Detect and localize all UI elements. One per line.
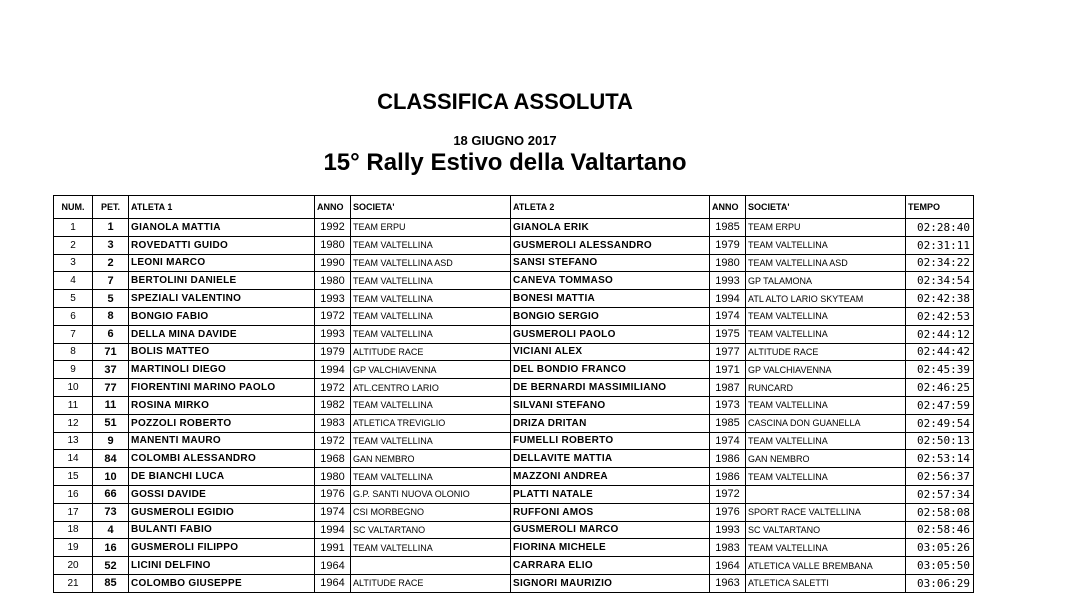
rank-cell: 16 bbox=[54, 485, 93, 503]
club2-cell: RUNCARD bbox=[746, 379, 906, 397]
bib-cell: 85 bbox=[93, 574, 129, 592]
club1-cell: TEAM VALTELLINA bbox=[351, 468, 511, 486]
year2-cell: 1993 bbox=[710, 521, 746, 539]
year2-cell: 1975 bbox=[710, 325, 746, 343]
table-row bbox=[54, 539, 974, 557]
athlete1-cell: COLOMBI ALESSANDRO bbox=[129, 450, 315, 468]
athlete2-cell: FIORINA MICHELE bbox=[511, 539, 710, 557]
year2-cell: 1985 bbox=[710, 219, 746, 237]
club1-cell: TEAM VALTELLINA bbox=[351, 307, 511, 325]
bib-cell: 8 bbox=[93, 307, 129, 325]
time-cell: 03:05:26 bbox=[906, 539, 974, 557]
year2-cell: 1987 bbox=[710, 379, 746, 397]
club1-cell: CSI MORBEGNO bbox=[351, 503, 511, 521]
table-row bbox=[54, 450, 974, 468]
club2-cell: CASCINA DON GUANELLA bbox=[746, 414, 906, 432]
rank-cell: 9 bbox=[54, 361, 93, 379]
club1-cell: GP VALCHIAVENNA bbox=[351, 361, 511, 379]
athlete1-cell: DE BIANCHI LUCA bbox=[129, 468, 315, 486]
time-cell: 02:46:25 bbox=[906, 379, 974, 397]
page-title: CLASSIFICA ASSOLUTA bbox=[377, 89, 633, 114]
year1-cell: 1991 bbox=[315, 539, 351, 557]
year1-cell: 1972 bbox=[315, 432, 351, 450]
time-cell: 02:47:59 bbox=[906, 396, 974, 414]
table-row bbox=[54, 557, 974, 575]
col-header-athlete2: ATLETA 2 bbox=[511, 196, 710, 219]
year1-cell: 1994 bbox=[315, 521, 351, 539]
time-cell: 02:44:12 bbox=[906, 325, 974, 343]
club2-cell: SC VALTARTANO bbox=[746, 521, 906, 539]
col-header-year2: ANNO bbox=[710, 196, 746, 219]
club1-cell: ALTITUDE RACE bbox=[351, 574, 511, 592]
table-row bbox=[54, 414, 974, 432]
year2-cell: 1963 bbox=[710, 574, 746, 592]
time-cell: 02:56:37 bbox=[906, 468, 974, 486]
year1-cell: 1990 bbox=[315, 254, 351, 272]
athlete1-cell: BONGIO FABIO bbox=[129, 307, 315, 325]
time-cell: 02:44:42 bbox=[906, 343, 974, 361]
bib-cell: 5 bbox=[93, 290, 129, 308]
bib-cell: 77 bbox=[93, 379, 129, 397]
rank-cell: 2 bbox=[54, 236, 93, 254]
table-row bbox=[54, 219, 974, 237]
year1-cell: 1974 bbox=[315, 503, 351, 521]
bib-cell: 11 bbox=[93, 396, 129, 414]
table-row bbox=[54, 432, 974, 450]
club1-cell bbox=[351, 557, 511, 575]
athlete1-cell: ROVEDATTI GUIDO bbox=[129, 236, 315, 254]
col-header-time: TEMPO bbox=[906, 196, 974, 219]
table-row bbox=[54, 468, 974, 486]
table-row bbox=[54, 236, 974, 254]
year2-cell: 1976 bbox=[710, 503, 746, 521]
time-cell: 03:05:50 bbox=[906, 557, 974, 575]
rank-cell: 14 bbox=[54, 450, 93, 468]
rank-cell: 18 bbox=[54, 521, 93, 539]
year2-cell: 1983 bbox=[710, 539, 746, 557]
club1-cell: TEAM VALTELLINA bbox=[351, 290, 511, 308]
year2-cell: 1973 bbox=[710, 396, 746, 414]
athlete2-cell: BONGIO SERGIO bbox=[511, 307, 710, 325]
club2-cell: ALTITUDE RACE bbox=[746, 343, 906, 361]
club1-cell: TEAM ERPU bbox=[351, 219, 511, 237]
athlete1-cell: DELLA MINA DAVIDE bbox=[129, 325, 315, 343]
club2-cell: TEAM VALTELLINA bbox=[746, 307, 906, 325]
athlete1-cell: ROSINA MIRKO bbox=[129, 396, 315, 414]
year2-cell: 1986 bbox=[710, 468, 746, 486]
club1-cell: TEAM VALTELLINA bbox=[351, 396, 511, 414]
club1-cell: TEAM VALTELLINA bbox=[351, 325, 511, 343]
table-row bbox=[54, 272, 974, 290]
year1-cell: 1964 bbox=[315, 574, 351, 592]
athlete2-cell: GUSMEROLI MARCO bbox=[511, 521, 710, 539]
year1-cell: 1972 bbox=[315, 307, 351, 325]
rank-cell: 17 bbox=[54, 503, 93, 521]
header-row bbox=[54, 196, 974, 219]
bib-cell: 9 bbox=[93, 432, 129, 450]
club1-cell: TEAM VALTELLINA bbox=[351, 272, 511, 290]
year2-cell: 1964 bbox=[710, 557, 746, 575]
time-cell: 02:53:14 bbox=[906, 450, 974, 468]
club1-cell: GAN NEMBRO bbox=[351, 450, 511, 468]
table-row bbox=[54, 503, 974, 521]
year1-cell: 1976 bbox=[315, 485, 351, 503]
athlete1-cell: BOLIS MATTEO bbox=[129, 343, 315, 361]
athlete2-cell: CARRARA ELIO bbox=[511, 557, 710, 575]
athlete2-cell: RUFFONI AMOS bbox=[511, 503, 710, 521]
athlete2-cell: DEL BONDIO FRANCO bbox=[511, 361, 710, 379]
club2-cell: TEAM ERPU bbox=[746, 219, 906, 237]
time-cell: 02:28:40 bbox=[906, 219, 974, 237]
year1-cell: 1994 bbox=[315, 361, 351, 379]
year2-cell: 1994 bbox=[710, 290, 746, 308]
rank-cell: 21 bbox=[54, 574, 93, 592]
bib-cell: 1 bbox=[93, 219, 129, 237]
club1-cell: G.P. SANTI NUOVA OLONIO bbox=[351, 485, 511, 503]
athlete2-cell: BONESI MATTIA bbox=[511, 290, 710, 308]
year1-cell: 1964 bbox=[315, 557, 351, 575]
athlete2-cell: DELLAVITE MATTIA bbox=[511, 450, 710, 468]
bib-cell: 84 bbox=[93, 450, 129, 468]
year1-cell: 1968 bbox=[315, 450, 351, 468]
bib-cell: 66 bbox=[93, 485, 129, 503]
athlete2-cell: DRIZA DRITAN bbox=[511, 414, 710, 432]
table-row bbox=[54, 574, 974, 592]
athlete1-cell: GIANOLA MATTIA bbox=[129, 219, 315, 237]
year2-cell: 1979 bbox=[710, 236, 746, 254]
bib-cell: 71 bbox=[93, 343, 129, 361]
table-row bbox=[54, 485, 974, 503]
athlete1-cell: POZZOLI ROBERTO bbox=[129, 414, 315, 432]
bib-cell: 3 bbox=[93, 236, 129, 254]
table-row bbox=[54, 254, 974, 272]
club2-cell: GAN NEMBRO bbox=[746, 450, 906, 468]
event-date: 18 GIUGNO 2017 bbox=[453, 133, 557, 148]
time-cell: 02:34:22 bbox=[906, 254, 974, 272]
club2-cell: TEAM VALTELLINA bbox=[746, 539, 906, 557]
club1-cell: TEAM VALTELLINA bbox=[351, 539, 511, 557]
club2-cell: GP VALCHIAVENNA bbox=[746, 361, 906, 379]
rank-cell: 7 bbox=[54, 325, 93, 343]
time-cell: 02:57:34 bbox=[906, 485, 974, 503]
year1-cell: 1982 bbox=[315, 396, 351, 414]
year1-cell: 1983 bbox=[315, 414, 351, 432]
rank-cell: 11 bbox=[54, 396, 93, 414]
year1-cell: 1993 bbox=[315, 325, 351, 343]
athlete2-cell: GUSMEROLI ALESSANDRO bbox=[511, 236, 710, 254]
time-cell: 02:49:54 bbox=[906, 414, 974, 432]
rank-cell: 12 bbox=[54, 414, 93, 432]
table-row bbox=[54, 325, 974, 343]
col-header-pet: PET. bbox=[93, 196, 129, 219]
club2-cell: TEAM VALTELLINA bbox=[746, 325, 906, 343]
year2-cell: 1985 bbox=[710, 414, 746, 432]
athlete2-cell: FUMELLI ROBERTO bbox=[511, 432, 710, 450]
bib-cell: 73 bbox=[93, 503, 129, 521]
rank-cell: 4 bbox=[54, 272, 93, 290]
club1-cell: ALTITUDE RACE bbox=[351, 343, 511, 361]
rank-cell: 20 bbox=[54, 557, 93, 575]
table-row bbox=[54, 343, 974, 361]
club2-cell bbox=[746, 485, 906, 503]
club2-cell: ATLETICA VALLE BREMBANA bbox=[746, 557, 906, 575]
rank-cell: 3 bbox=[54, 254, 93, 272]
athlete1-cell: SPEZIALI VALENTINO bbox=[129, 290, 315, 308]
results-table bbox=[53, 195, 974, 593]
athlete1-cell: FIORENTINI MARINO PAOLO bbox=[129, 379, 315, 397]
year1-cell: 1980 bbox=[315, 468, 351, 486]
time-cell: 02:31:11 bbox=[906, 236, 974, 254]
athlete1-cell: GUSMEROLI FILIPPO bbox=[129, 539, 315, 557]
year1-cell: 1992 bbox=[315, 219, 351, 237]
rank-cell: 19 bbox=[54, 539, 93, 557]
bib-cell: 7 bbox=[93, 272, 129, 290]
club2-cell: TEAM VALTELLINA bbox=[746, 468, 906, 486]
col-header-year1: ANNO bbox=[315, 196, 351, 219]
club2-cell: TEAM VALTELLINA ASD bbox=[746, 254, 906, 272]
athlete1-cell: MARTINOLI DIEGO bbox=[129, 361, 315, 379]
club1-cell: TEAM VALTELLINA bbox=[351, 432, 511, 450]
bib-cell: 37 bbox=[93, 361, 129, 379]
athlete1-cell: GUSMEROLI EGIDIO bbox=[129, 503, 315, 521]
year2-cell: 1977 bbox=[710, 343, 746, 361]
year2-cell: 1986 bbox=[710, 450, 746, 468]
time-cell: 02:34:54 bbox=[906, 272, 974, 290]
athlete2-cell: GUSMEROLI PAOLO bbox=[511, 325, 710, 343]
time-cell: 02:58:08 bbox=[906, 503, 974, 521]
table-row bbox=[54, 379, 974, 397]
time-cell: 03:06:29 bbox=[906, 574, 974, 592]
club1-cell: ATL.CENTRO LARIO bbox=[351, 379, 511, 397]
bib-cell: 4 bbox=[93, 521, 129, 539]
time-cell: 02:42:38 bbox=[906, 290, 974, 308]
year2-cell: 1980 bbox=[710, 254, 746, 272]
club2-cell: GP TALAMONA bbox=[746, 272, 906, 290]
athlete2-cell: MAZZONI ANDREA bbox=[511, 468, 710, 486]
year1-cell: 1993 bbox=[315, 290, 351, 308]
table-row bbox=[54, 361, 974, 379]
year1-cell: 1980 bbox=[315, 236, 351, 254]
year2-cell: 1974 bbox=[710, 432, 746, 450]
athlete1-cell: BULANTI FABIO bbox=[129, 521, 315, 539]
athlete1-cell: LICINI DELFINO bbox=[129, 557, 315, 575]
rank-cell: 6 bbox=[54, 307, 93, 325]
table-row bbox=[54, 290, 974, 308]
table-row bbox=[54, 396, 974, 414]
athlete2-cell: SILVANI STEFANO bbox=[511, 396, 710, 414]
club1-cell: TEAM VALTELLINA bbox=[351, 236, 511, 254]
rank-cell: 10 bbox=[54, 379, 93, 397]
athlete1-cell: GOSSI DAVIDE bbox=[129, 485, 315, 503]
table-row bbox=[54, 307, 974, 325]
club2-cell: ATL ALTO LARIO SKYTEAM bbox=[746, 290, 906, 308]
rank-cell: 13 bbox=[54, 432, 93, 450]
bib-cell: 2 bbox=[93, 254, 129, 272]
rank-cell: 5 bbox=[54, 290, 93, 308]
year2-cell: 1974 bbox=[710, 307, 746, 325]
club1-cell: TEAM VALTELLINA ASD bbox=[351, 254, 511, 272]
club2-cell: SPORT RACE VALTELLINA bbox=[746, 503, 906, 521]
year2-cell: 1993 bbox=[710, 272, 746, 290]
bib-cell: 10 bbox=[93, 468, 129, 486]
year1-cell: 1980 bbox=[315, 272, 351, 290]
athlete1-cell: LEONI MARCO bbox=[129, 254, 315, 272]
athlete2-cell: DE BERNARDI MASSIMILIANO bbox=[511, 379, 710, 397]
club2-cell: TEAM VALTELLINA bbox=[746, 432, 906, 450]
athlete2-cell: SANSI STEFANO bbox=[511, 254, 710, 272]
table-row bbox=[54, 521, 974, 539]
athlete2-cell: PLATTI NATALE bbox=[511, 485, 710, 503]
bib-cell: 52 bbox=[93, 557, 129, 575]
athlete2-cell: GIANOLA ERIK bbox=[511, 219, 710, 237]
club2-cell: ATLETICA SALETTI bbox=[746, 574, 906, 592]
bib-cell: 16 bbox=[93, 539, 129, 557]
bib-cell: 51 bbox=[93, 414, 129, 432]
year1-cell: 1972 bbox=[315, 379, 351, 397]
athlete2-cell: VICIANI ALEX bbox=[511, 343, 710, 361]
athlete2-cell: SIGNORI MAURIZIO bbox=[511, 574, 710, 592]
col-header-club1: SOCIETA' bbox=[351, 196, 511, 219]
athlete1-cell: BERTOLINI DANIELE bbox=[129, 272, 315, 290]
rank-cell: 1 bbox=[54, 219, 93, 237]
event-name: 15° Rally Estivo della Valtartano bbox=[323, 149, 687, 176]
club1-cell: SC VALTARTANO bbox=[351, 521, 511, 539]
rank-cell: 8 bbox=[54, 343, 93, 361]
club2-cell: TEAM VALTELLINA bbox=[746, 236, 906, 254]
year1-cell: 1979 bbox=[315, 343, 351, 361]
time-cell: 02:45:39 bbox=[906, 361, 974, 379]
col-header-num: NUM. bbox=[54, 196, 93, 219]
bib-cell: 6 bbox=[93, 325, 129, 343]
rank-cell: 15 bbox=[54, 468, 93, 486]
athlete1-cell: COLOMBO GIUSEPPE bbox=[129, 574, 315, 592]
col-header-club2: SOCIETA' bbox=[746, 196, 906, 219]
year2-cell: 1972 bbox=[710, 485, 746, 503]
col-header-athlete1: ATLETA 1 bbox=[129, 196, 315, 219]
club1-cell: ATLETICA TREVIGLIO bbox=[351, 414, 511, 432]
year2-cell: 1971 bbox=[710, 361, 746, 379]
club2-cell: TEAM VALTELLINA bbox=[746, 396, 906, 414]
time-cell: 02:50:13 bbox=[906, 432, 974, 450]
athlete2-cell: CANEVA TOMMASO bbox=[511, 272, 710, 290]
time-cell: 02:58:46 bbox=[906, 521, 974, 539]
athlete1-cell: MANENTI MAURO bbox=[129, 432, 315, 450]
time-cell: 02:42:53 bbox=[906, 307, 974, 325]
